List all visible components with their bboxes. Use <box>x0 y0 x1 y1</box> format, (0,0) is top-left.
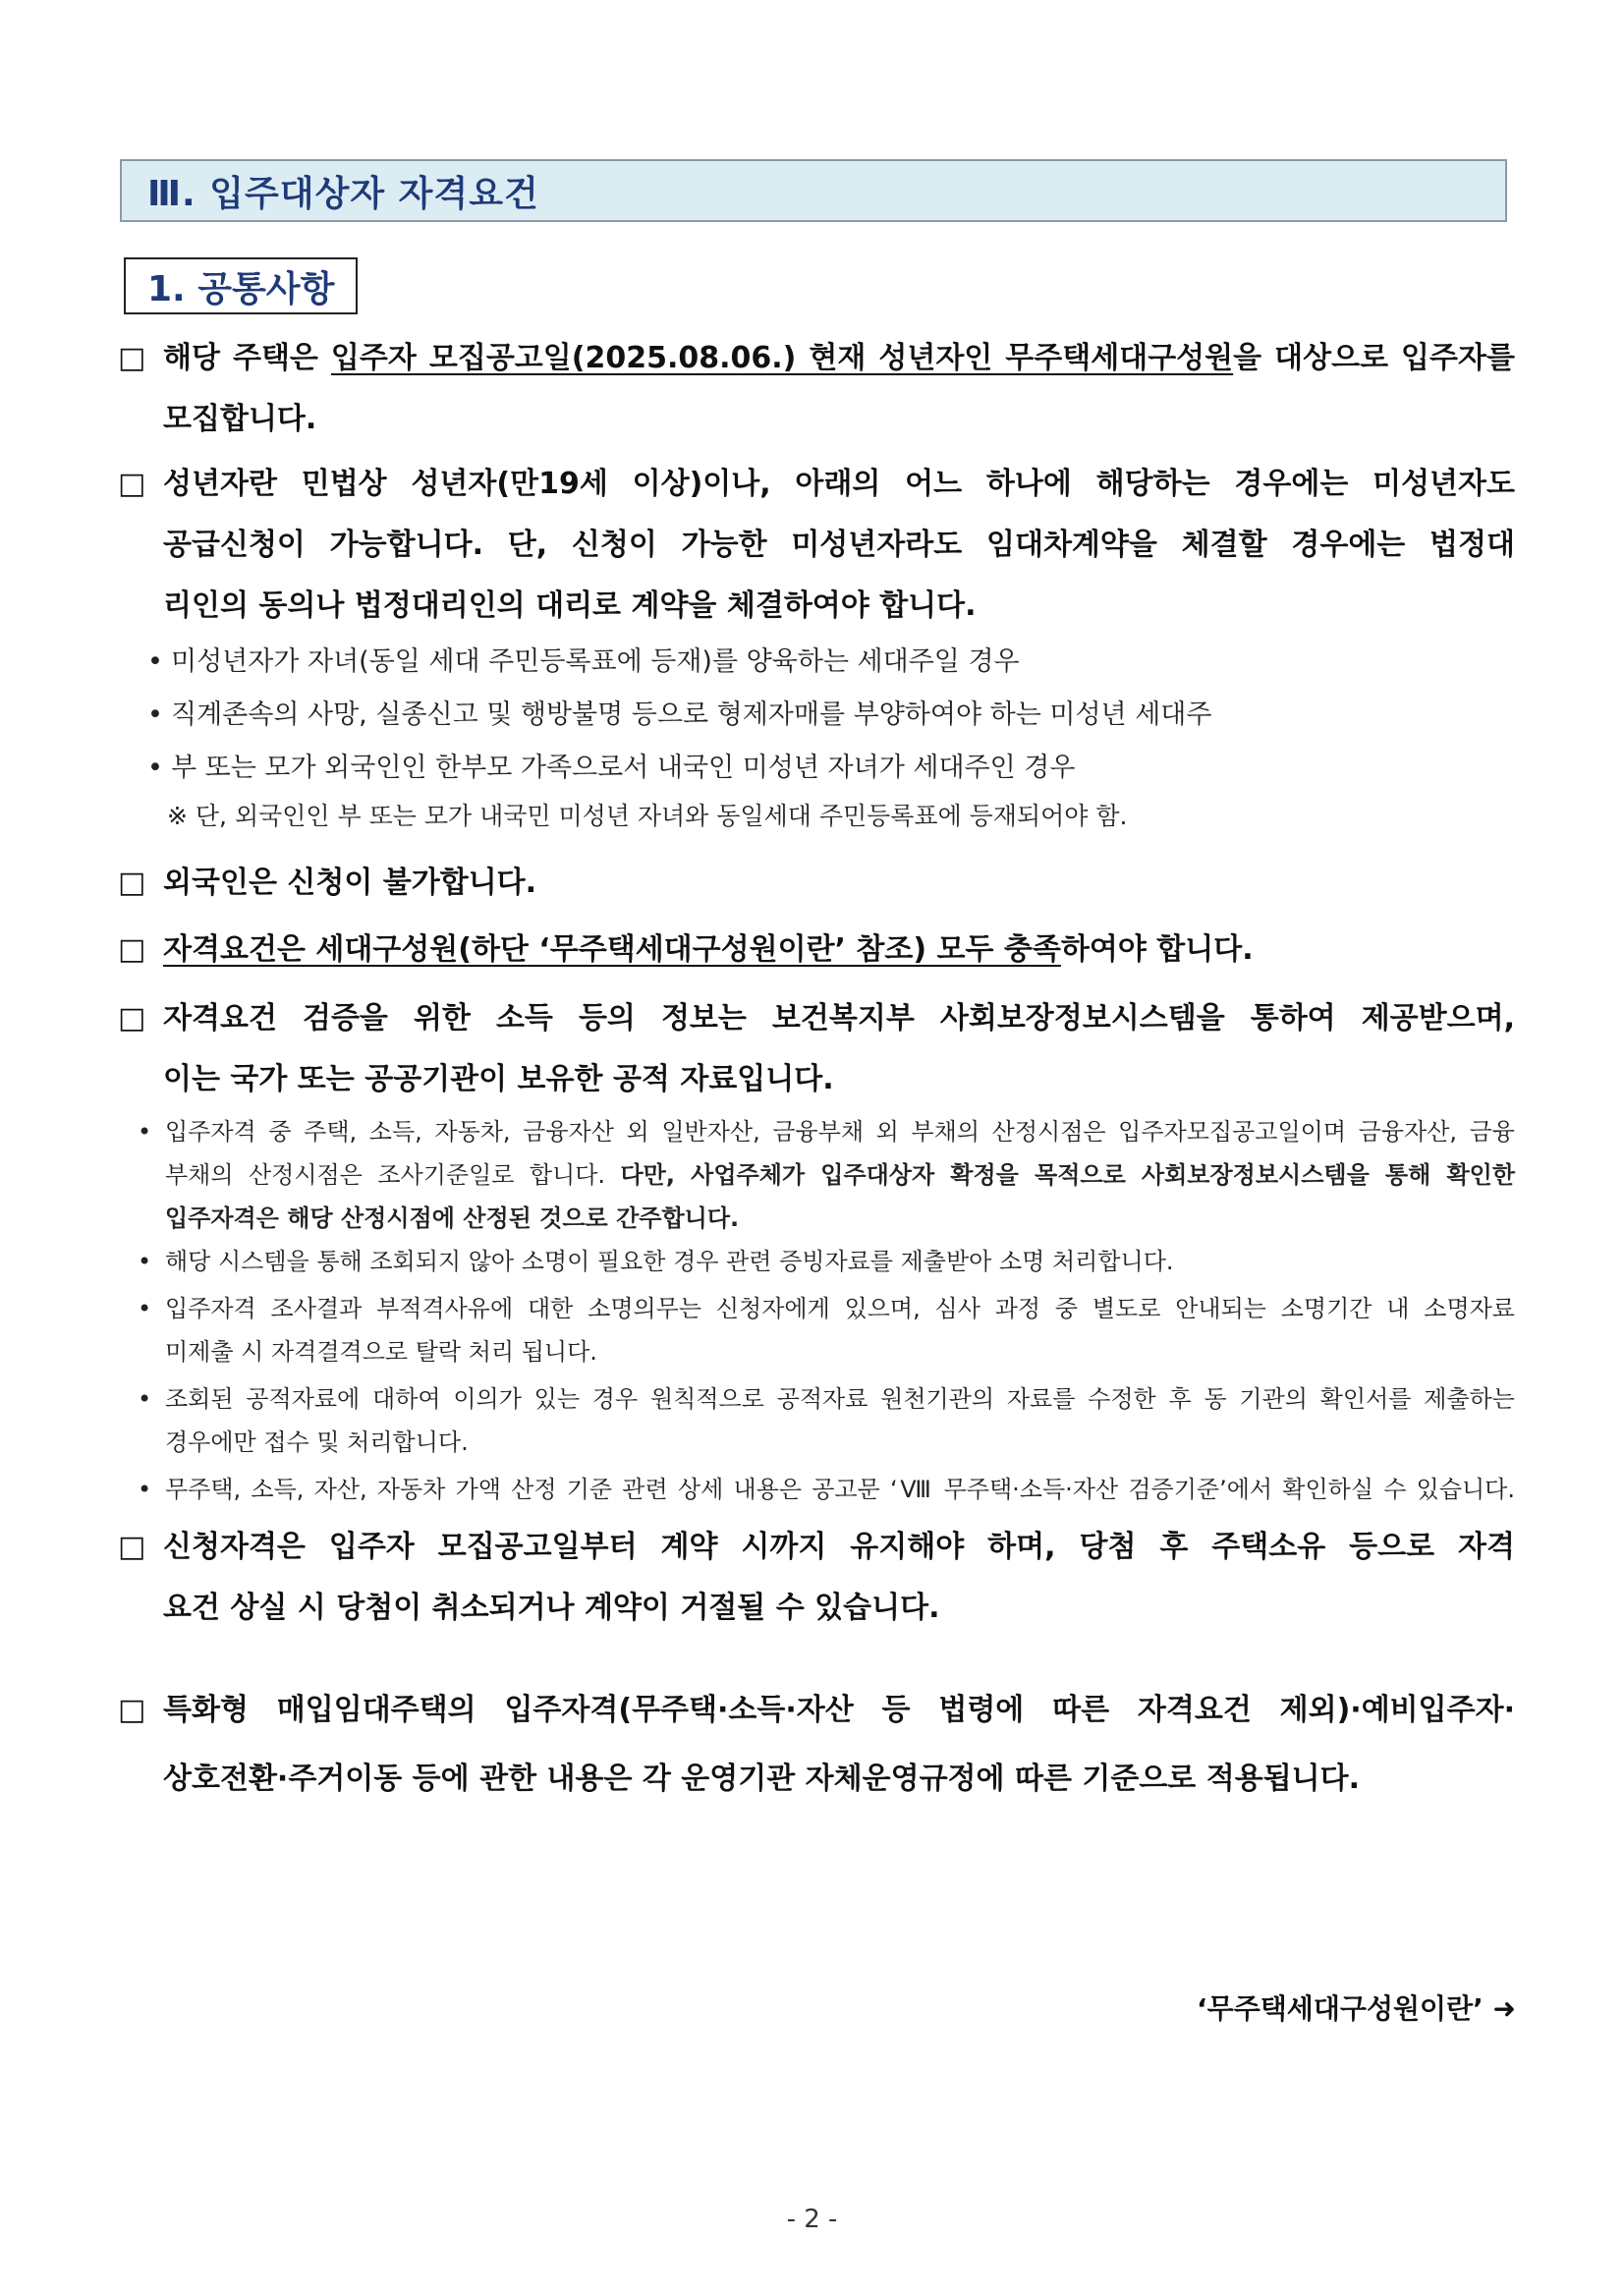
paragraph-qualification-maintenance: □ 신청자격은 입주자 모집공고일부터 계약 시까지 유지해야 하며, 당첨 후 주택소유 등으로 자격 요건 상실 시 당첨이 취소되거나 계약이 거절될 수 있습니다. <box>118 1530 1515 1625</box>
paragraph-specialized-housing: □ 특화형 매입임대주택의 입주자격(무주택·소득·자산 등 법령에 따른 자격요건 제외)·예비입주자· 상호전환·주거이동 등에 관한 내용은 각 운영기관 자체운영규정에 따른 기준으로 적용됩니다. <box>118 1693 1515 1796</box>
section-header <box>120 159 1507 222</box>
list-item: • 조회된 공적자료에 대하여 이의가 있는 경우 원칙적으로 공적자료 원천기관의 자료를 수정한 후 동 기관의 확인서를 제출하는 경우에만 접수 및 처리합니다. <box>138 1385 1515 1456</box>
list-item: • 입주자격 조사결과 부적격사유에 대한 소명의무는 신청자에게 있으며, 심사 과정 중 별도로 안내되는 소명기간 내 소명자료 미제출 시 자격결격으로 탈락 처리 됩니다. <box>138 1295 1515 1366</box>
list-item: • 해당 시스템을 통해 조회되지 않아 소명이 필요한 경우 관련 증빙자료를 제출받아 소명 처리합니다. <box>138 1248 1174 1275</box>
subsection-header <box>124 257 358 314</box>
paragraph-foreigners: □ 외국인은 신청이 불가합니다. <box>118 866 537 900</box>
underlined-text: 자격요건은 세대구성원(하단 ‘무주택세대구성원이란’ 참조) 모두 충족 <box>163 932 1061 967</box>
checkbox-marker: □ <box>118 467 146 501</box>
paragraph-adult-definition: □ 성년자란 민법상 성년자(만19세 이상)이나, 아래의 어느 하나에 해당하는 경우에는 미성년자도 공급신청이 가능합니다. 단, 신청이 가능한 미성년자라도 임대차계약을 체결할 경우에는 법정대 리인의 동의나 법정대리인의 대리로 계약을 체결하여야 합니다. <box>118 454 1515 637</box>
list-item: • 입주자격 중 주택, 소득, 자동차, 금융자산 외 일반자산, 금융부채 외 부채의 산정시점은 입주자모집공고일이며 금융자산, 금융 부채의 산정시점은 조사기준일로 합니다. 다만, 사업주체가 입주대상자 확정을 목적으로 사회보장정보시스템을 통해 확인한 입주자격은 해당 산정시점에 산정된 것으로 간주합니다. <box>138 1118 1515 1232</box>
paragraph-verification: □ 자격요건 검증을 위한 소득 등의 정보는 보건복지부 사회보장정보시스템을 통하여 제공받으며, 이는 국가 또는 공공기관이 보유한 공적 자료입니다. <box>118 1001 1515 1096</box>
paragraph-target-households: □ 해당 주택은 입주자 모집공고일(2025.08.06.) 현재 성년자인 무주택세대구성원을 대상으로 입주자를 모집합니다. <box>118 328 1515 450</box>
note-text: ※ 단, 외국인인 부 또는 모가 내국민 미성년 자녀와 동일세대 주민등록표에 등재되어야 함. <box>167 802 1128 830</box>
list-item: • 부 또는 모가 외국인인 한부모 가족으로서 내국인 미성년 자녀가 세대주인 경우 <box>147 753 1076 783</box>
subsection-title: 1. 공통사항 <box>147 268 335 309</box>
next-page-link: ‘무주택세대구성원이란’ ➜ <box>1197 1992 1516 2025</box>
underlined-text: 입주자 모집공고일(2025.08.06.) 현재 성년자인 무주택세대구성원 <box>330 341 1234 375</box>
page-number: - 2 - <box>786 2205 838 2234</box>
paragraph-household-requirements: □ 자격요건은 세대구성원(하단 ‘무주택세대구성원이란’ 참조) 모두 충족하여야 합니다. <box>118 932 1254 967</box>
list-item: • 직계존속의 사망, 실종신고 및 행방불명 등으로 형제자매를 부양하여야 하는 미성년 세대주 <box>147 700 1212 730</box>
section-title: Ⅲ. 입주대상자 자격요건 <box>147 173 539 214</box>
list-item: • 무주택, 소득, 자산, 자동차 가액 산정 기준 관련 상세 내용은 공고문 ‘Ⅷ 무주택·소득·자산 검증기준’에서 확인하실 수 있습니다. <box>138 1476 1515 1503</box>
list-item: • 미성년자가 자녀(동일 세대 주민등록표에 등재)를 양육하는 세대주일 경우 <box>147 646 1020 677</box>
checkbox-marker: □ <box>118 341 146 375</box>
